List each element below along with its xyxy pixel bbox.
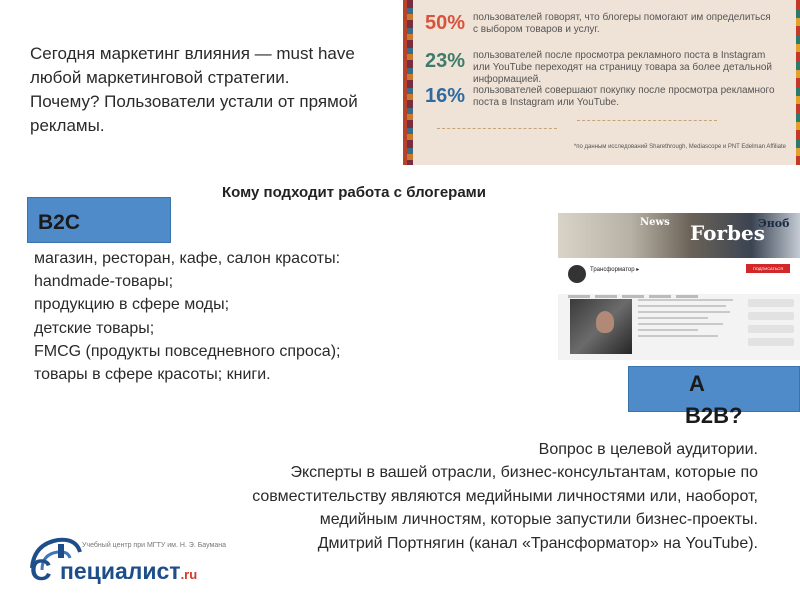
stat-row — [425, 50, 775, 86]
channel-title: Трансформатор ▸ — [590, 267, 640, 273]
b2b-label-a: А — [689, 371, 705, 396]
stats-footnote: *по данным исследований Sharethrough, Mediascope и PNT Edelman Affiliate — [573, 144, 786, 150]
channel-tabs — [568, 285, 768, 293]
list-item: магазин, ресторан, кафе, салон красоты: — [34, 250, 341, 267]
b2b-label: B2B? — [685, 403, 743, 428]
paragraph-line: Вопрос в целевой аудитории. — [538, 441, 758, 458]
video-description — [638, 299, 738, 341]
tab — [622, 295, 644, 298]
paragraph-line: Эксперты в вашей отрасли, бизнес-консультантам, которые по — [290, 464, 758, 482]
section-heading: Кому подходит работа с блогерами — [222, 184, 486, 201]
decorative-dash — [437, 128, 557, 129]
person-figure — [596, 311, 614, 333]
list-item: продукцию в сфере моды; — [34, 296, 230, 314]
logo-tagline: Учебный центр при МГТУ им. Н. Э. Баумана — [82, 542, 227, 549]
decorative-stripes — [407, 0, 413, 165]
avatar — [568, 265, 586, 283]
list-item: детские товары; — [34, 319, 155, 337]
stat-row — [425, 85, 775, 109]
magazine-title: Forbes — [690, 221, 765, 245]
logo-domain: .ru — [180, 567, 198, 582]
tab — [595, 295, 617, 298]
related-channels — [748, 299, 794, 351]
tab — [676, 295, 698, 298]
specialist-logo — [28, 528, 227, 584]
paragraph-line: медийным личностям, которые запустили бизнес-проекты. — [319, 511, 758, 529]
intro-line: Почему? Пользователи устали от прямой — [30, 92, 358, 111]
intro-line: любой маркетинговой стратегии. — [30, 68, 290, 87]
logo-wordmark — [60, 558, 197, 585]
magazine-title: News — [640, 217, 670, 228]
stat-text: пользователей говорят, что блогеры помогают им определиться с выбором товаров и услуг. — [473, 12, 771, 35]
svg-text:С: С — [30, 554, 52, 583]
stat-percent: 16% — [425, 85, 466, 107]
paragraph-line: совместительству являются медийными личностями или, наоборот, — [252, 487, 758, 505]
stats-infographic — [403, 0, 800, 165]
paragraph-line: Дмитрий Портнягин (канал «Трансформатор» на YouTube). — [317, 534, 758, 552]
channel-banner — [558, 213, 800, 258]
list-item: FMCG (продукты повседневного спроса); — [34, 342, 341, 360]
b2c-label-box — [27, 197, 171, 243]
decorative-stripes — [796, 0, 800, 165]
stat-text: пользователей после просмотра рекламного поста в Instagram или YouTube переходят на страницу товара за более детальной информацией. — [473, 50, 772, 85]
stat-row — [425, 12, 775, 36]
list-item: товары в сфере красоты; книги. — [34, 366, 271, 384]
b2b-label-box — [628, 366, 800, 428]
intro-line: рекламы. — [30, 116, 105, 135]
youtube-channel-screenshot — [558, 213, 800, 360]
stat-percent: 50% — [425, 12, 466, 34]
decorative-dash — [577, 120, 717, 121]
list-item: handmade-товары; — [34, 273, 174, 291]
b2c-list — [34, 247, 434, 386]
stat-text: пользователей совершают покупку после просмотра рекламного поста в Instagram или YouTube. — [473, 85, 775, 108]
intro-line: Сегодня маркетинг влияния — must have — [30, 44, 355, 63]
stat-percent: 23% — [425, 50, 466, 72]
tab — [568, 295, 590, 298]
tab — [649, 295, 671, 298]
b2c-label: B2C — [38, 211, 81, 234]
intro-paragraph — [30, 42, 410, 138]
subscribe-button: ПОДПИСАТЬСЯ — [746, 264, 790, 273]
magazine-title: Эноб — [758, 217, 790, 230]
logo-word: пециалист — [60, 558, 181, 584]
